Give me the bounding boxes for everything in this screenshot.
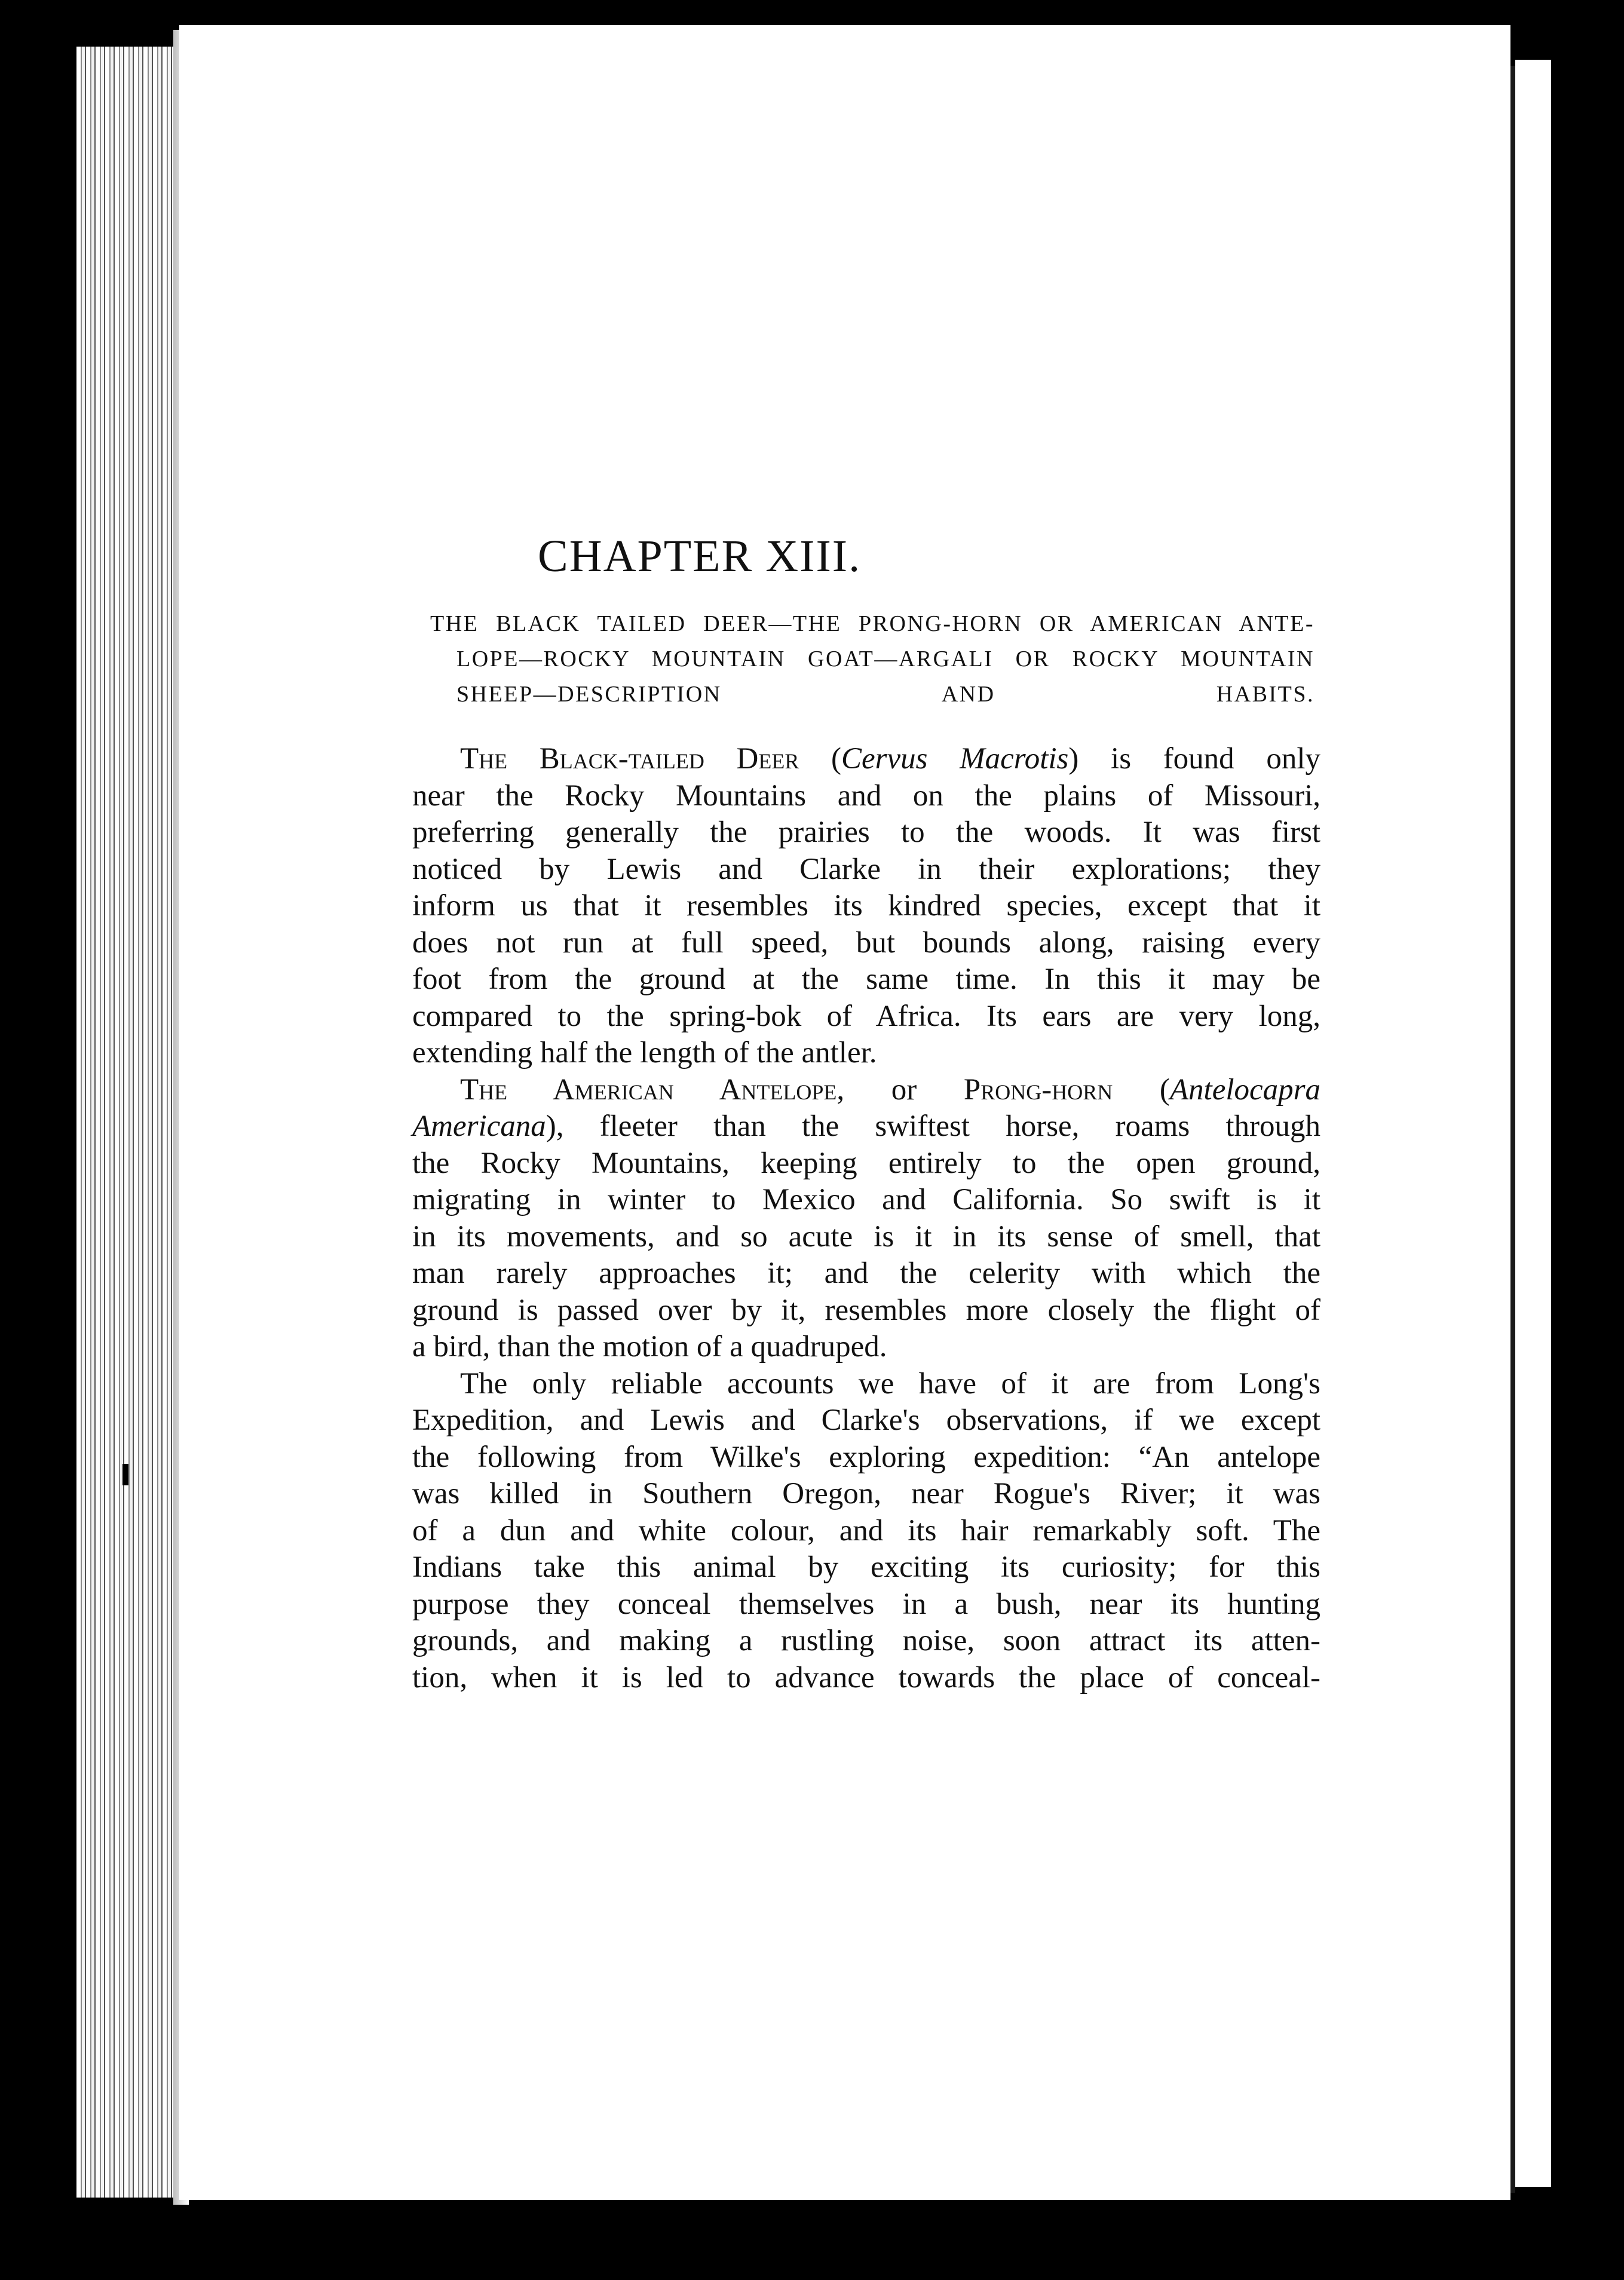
text-line: the following from Wilke's exploring expedition: “An antelope bbox=[412, 1440, 1320, 1474]
text-line: was killed in Southern Oregon, near Rogue's River; it was bbox=[412, 1477, 1320, 1510]
text-fragment: ), fleeter than the swiftest horse, roams through bbox=[546, 1110, 1320, 1143]
text-line bbox=[412, 1072, 1320, 1109]
scan-speck bbox=[430, 15, 441, 23]
scientific-name: Antelocapra bbox=[1169, 1072, 1320, 1107]
lead-term: Prong-horn bbox=[963, 1072, 1113, 1107]
text-fragment: ( bbox=[799, 742, 841, 776]
text-line: ground is passed over by it, resembles more closely the flight of bbox=[412, 1293, 1320, 1327]
text-line: a bird, than the motion of a quadruped. bbox=[412, 1330, 887, 1363]
paragraph-accounts bbox=[412, 1366, 1320, 1697]
text-line: tion, when it is led to advance towards the place of conceal- bbox=[412, 1660, 1320, 1694]
text-line: near the Rocky Mountains and on the plains of Missouri, bbox=[412, 779, 1320, 813]
text-line: migrating in winter to Mexico and California. So swift is it bbox=[412, 1183, 1320, 1216]
text-line: compared to the spring-bok of Africa. Its ears are very long, bbox=[412, 999, 1320, 1033]
page-edge-stack bbox=[76, 47, 184, 2198]
scientific-name: Americana bbox=[412, 1110, 546, 1143]
text-line: man rarely approaches it; and the celerity with which the bbox=[412, 1257, 1320, 1290]
text-fragment: ( bbox=[1113, 1072, 1170, 1107]
scientific-name: Cervus Macrotis bbox=[841, 742, 1069, 776]
summary-line: SHEEP—DESCRIPTION AND HABITS. bbox=[456, 682, 1314, 707]
text-line: foot from the ground at the same time. In this it may be bbox=[412, 963, 1320, 996]
text-line: does not run at full speed, but bounds along, raising every bbox=[412, 926, 1320, 960]
text-line: in its movements, and so acute is it in its sense of smell, that bbox=[412, 1219, 1320, 1254]
text-line: The only reliable accounts we have of it are from Long's bbox=[460, 1366, 1320, 1401]
facing-page-edge bbox=[1515, 60, 1551, 2187]
text-fragment: , or bbox=[836, 1072, 964, 1107]
body-text bbox=[412, 741, 1320, 1696]
paragraph-black-tailed-deer bbox=[412, 741, 1320, 1072]
chapter-title: CHAPTER XIII. bbox=[538, 531, 862, 581]
text-line bbox=[412, 741, 1320, 778]
text-line: extending half the length of the antler. bbox=[412, 1036, 877, 1069]
lead-term: The American Antelope bbox=[460, 1072, 837, 1107]
text-line: preferring generally the prairies to the woods. It was first bbox=[412, 816, 1320, 849]
text-fragment: ) is found only bbox=[1068, 742, 1320, 776]
text-line bbox=[412, 1108, 1320, 1145]
text-line: noticed by Lewis and Clarke in their explorations; they bbox=[412, 852, 1320, 886]
text-line: purpose they conceal themselves in a bush, near its hunting bbox=[412, 1587, 1320, 1621]
page-fold-line bbox=[1510, 66, 1515, 2193]
scan-speck bbox=[122, 1464, 128, 1485]
summary-line: LOPE—ROCKY MOUNTAIN GOAT—ARGALI OR ROCKY MOUNTAIN bbox=[456, 646, 1314, 672]
text-line: of a dun and white colour, and its hair remarkably soft. The bbox=[412, 1513, 1320, 1547]
lead-term: The Black-tailed Deer bbox=[460, 742, 799, 776]
text-line: inform us that it resembles its kindred species, except that it bbox=[412, 889, 1320, 923]
text-line: Indians take this animal by exciting its curiosity; for this bbox=[412, 1550, 1320, 1584]
paragraph-american-antelope bbox=[412, 1072, 1320, 1366]
text-line: grounds, and making a rustling noise, soon attract its atten- bbox=[412, 1624, 1320, 1657]
chapter-summary bbox=[430, 606, 1314, 712]
text-line: the Rocky Mountains, keeping entirely to the open ground, bbox=[412, 1146, 1320, 1180]
text-line: Expedition, and Lewis and Clarke's observations, if we except bbox=[412, 1403, 1320, 1437]
summary-line: THE BLACK TAILED DEER—THE PRONG-HORN OR AMERICAN ANTE- bbox=[430, 611, 1314, 636]
